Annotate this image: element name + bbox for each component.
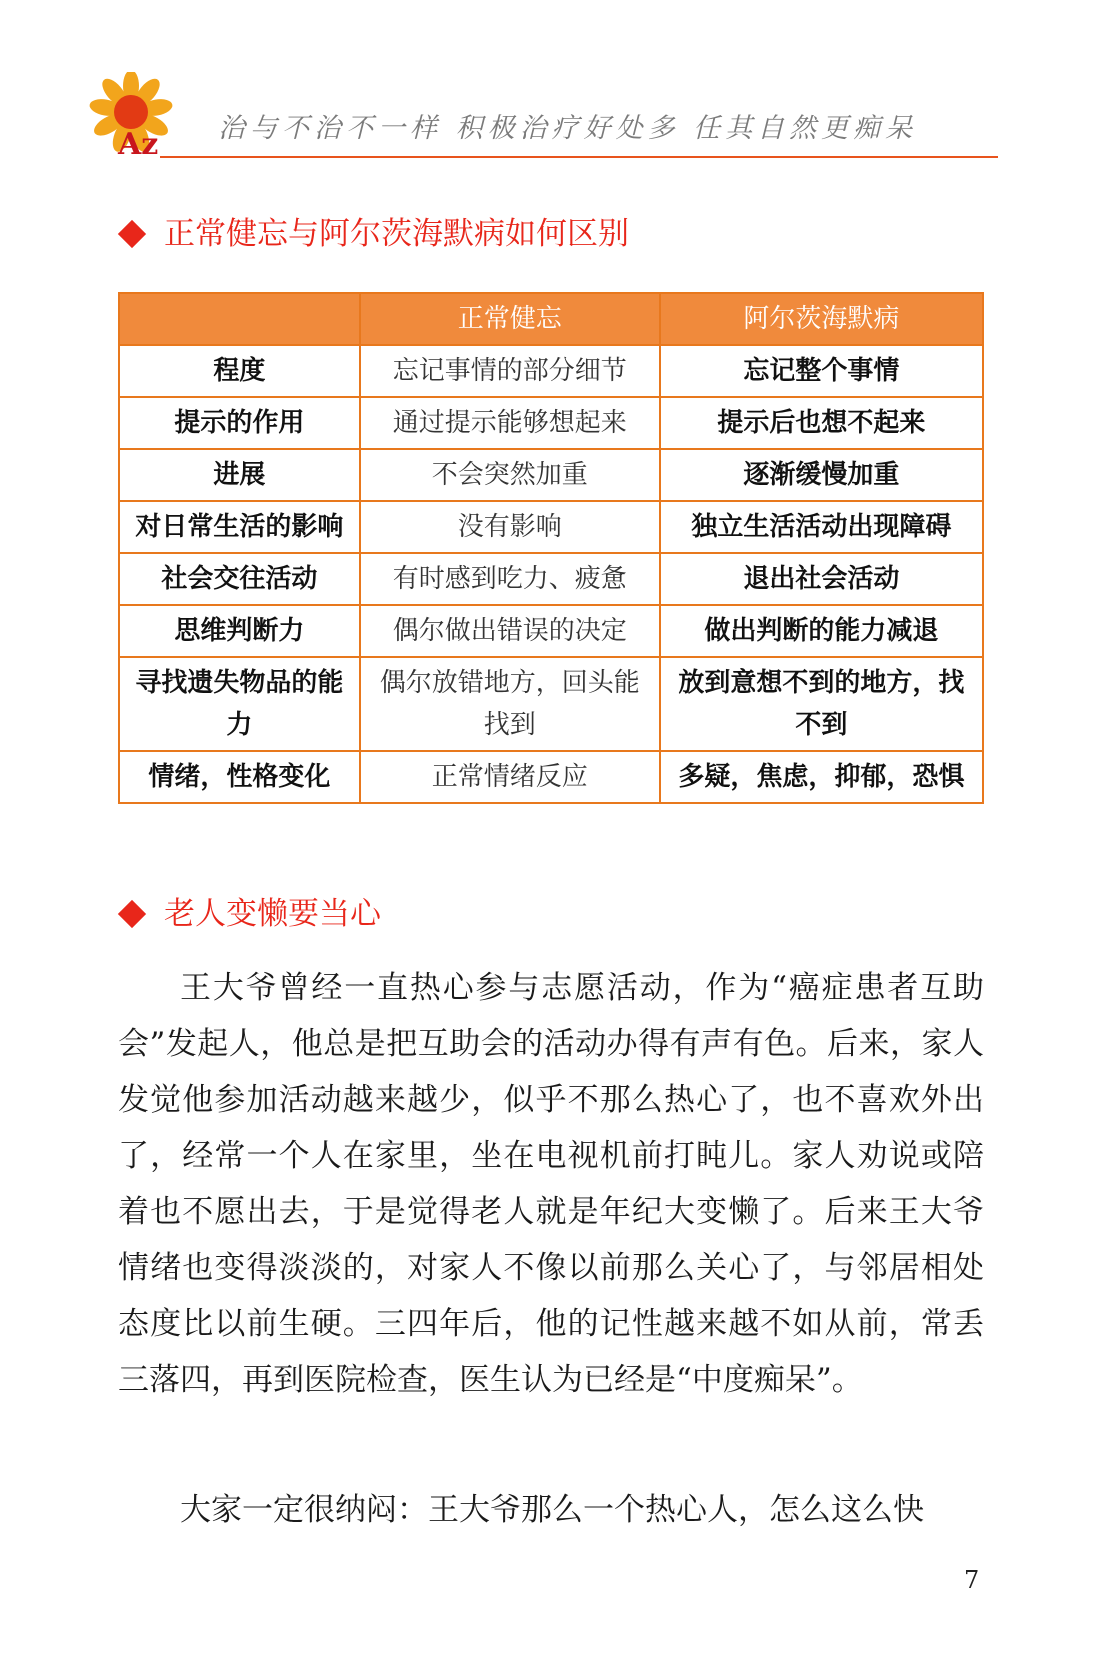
header-slogan: 治与不治不一样 积极治疗好处多 任其自然更痴呆	[218, 113, 918, 144]
body-paragraph: 大家一定很纳闷：王大爷那么一个热心人，怎么这么快	[180, 1492, 924, 1528]
table-row	[119, 345, 983, 397]
table-cell: 情绪，性格变化	[119, 751, 360, 803]
table-cell: 通过提示能够想起来	[360, 397, 660, 449]
table-row	[119, 397, 983, 449]
sunflower-logo-icon	[88, 72, 174, 158]
table-cell: 不会突然加重	[360, 449, 660, 501]
table-cell: 社会交往活动	[119, 553, 360, 605]
table-cell: 程度	[119, 345, 360, 397]
table-cell: 有时感到吃力、疲惫	[360, 553, 660, 605]
table-cell: 退出社会活动	[660, 553, 983, 605]
section-title-text: 老人变懒要当心	[164, 896, 381, 932]
table-cell: 对日常生活的影响	[119, 501, 360, 553]
table-row	[119, 657, 983, 751]
table-cell: 提示的作用	[119, 397, 360, 449]
table-cell: 逐渐缓慢加重	[660, 449, 983, 501]
table-cell: 多疑，焦虑，抑郁，恐惧	[660, 751, 983, 803]
comparison-table	[118, 292, 984, 804]
logo-text: Az	[118, 127, 159, 158]
table-row	[119, 751, 983, 803]
table-header-row	[119, 293, 983, 345]
table-cell: 偶尔做出错误的决定	[360, 605, 660, 657]
table-cell: 偶尔放错地方，回头能找到	[360, 657, 660, 751]
table-header-cell	[119, 293, 360, 345]
table-cell: 寻找遗失物品的能力	[119, 657, 360, 751]
table-cell: 忘记事情的部分细节	[360, 345, 660, 397]
table-row	[119, 553, 983, 605]
table-cell: 忘记整个事情	[660, 345, 983, 397]
diamond-bullet-icon	[118, 899, 146, 927]
table-cell: 进展	[119, 449, 360, 501]
page-header	[0, 0, 1102, 170]
table-row	[119, 501, 983, 553]
section-heading-forgetfulness	[118, 208, 629, 253]
table-cell: 思维判断力	[119, 605, 360, 657]
table-header-cell: 正常健忘	[360, 293, 660, 345]
table-cell: 放到意想不到的地方，找不到	[660, 657, 983, 751]
section-heading-lazy-elderly	[118, 888, 381, 933]
table-cell: 没有影响	[360, 501, 660, 553]
diamond-bullet-icon	[118, 219, 146, 247]
table-cell: 正常情绪反应	[360, 751, 660, 803]
page-number: 7	[964, 1566, 980, 1594]
header-divider	[160, 156, 998, 158]
body-paragraph: 王大爷曾经一直热心参与志愿活动，作为“癌症患者互助会”发起人，他总是把互助会的活动办得有声有色。后来，家人发觉他参加活动越来越少，似乎不那么热心了，也不喜欢外出了，经常一个人在家里，坐在电视机前打盹儿。家人劝说或陪着也不愿出去，于是觉得老人就是年纪大变懒了。后来王大爷情绪也变得淡淡的，对家人不像以前那么关心了，与邻居相处态度比以前生硬。三四年后，他的记性越来越不如从前，常丢三落四，再到医院检查，医生认为已经是“中度痴呆”。	[118, 970, 984, 1398]
table-cell: 做出判断的能力减退	[660, 605, 983, 657]
table-header-cell: 阿尔茨海默病	[660, 293, 983, 345]
table-cell: 独立生活活动出现障碍	[660, 501, 983, 553]
table-cell: 提示后也想不起来	[660, 397, 983, 449]
table-row	[119, 605, 983, 657]
section-title-text: 正常健忘与阿尔茨海默病如何区别	[164, 216, 629, 252]
table-row	[119, 449, 983, 501]
